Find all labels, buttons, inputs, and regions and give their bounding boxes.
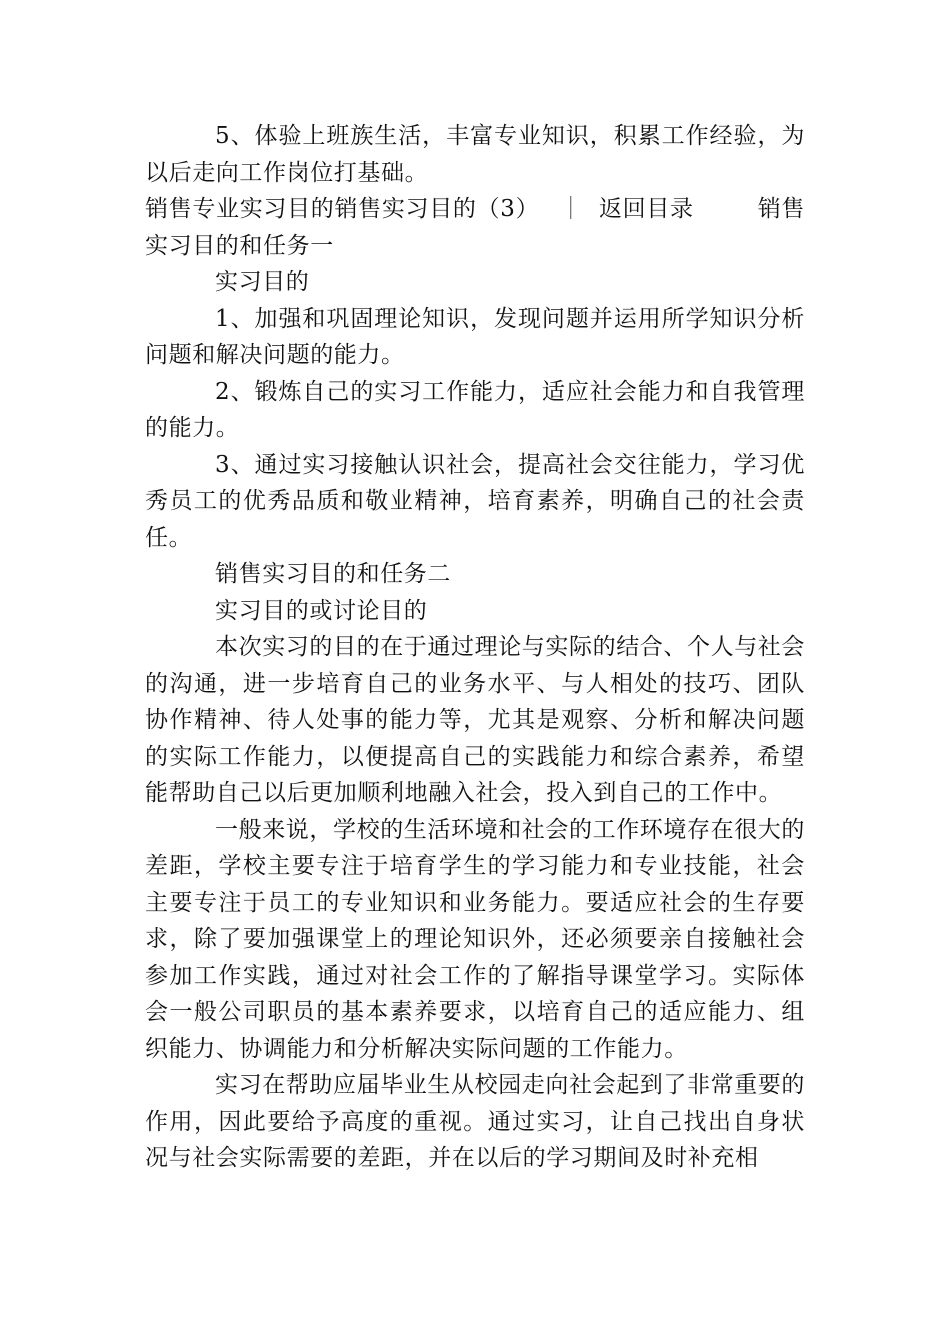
back-to-toc-link[interactable]: 返回目录 xyxy=(598,196,694,222)
section1-item-3: 3、通过实习接触认识社会，提高社会交往能力，学习优秀员工的优秀品质和敬业精神，培育素养，明确自己的社会责任。 xyxy=(145,451,805,551)
section1-item-2: 2、锻炼自己的实习工作能力，适应社会能力和自我管理的能力。 xyxy=(145,378,805,441)
section1-heading: 实习目的 xyxy=(215,269,310,295)
next-section-title: 销售实习目的和任务一 xyxy=(145,196,805,259)
document-page xyxy=(145,118,805,1177)
link-row xyxy=(145,191,805,264)
link-separator: ｜ xyxy=(559,196,583,222)
section2-paragraph-3: 实习在帮助应届毕业生从校园走向社会起到了非常重要的作用，因此要给予高度的重视。通过实习，让自己找出自身状况与社会实际需要的差距，并在以后的学习期间及时补充相 xyxy=(145,1072,805,1171)
section2-paragraph-2: 一般来说，学校的生活环境和社会的工作环境存在很大的差距，学校主要专注于培育学生的学习能力和专业技能，社会主要专注于员工的专业知识和业务能力。要适应社会的生存要求，除了要加强课堂上的理论知识外，还必须要亲自接触社会参加工作实践，通过对社会工作的了解指导课堂学习。实际体会一般公司职员的基本素养要求，以培育自己的适应能力、组织能力、协调能力和分析解决实际问题的工作能力。 xyxy=(145,816,805,1062)
link-row-title: 销售专业实习目的销售实习目的（3） xyxy=(145,196,540,222)
section2-paragraph-1: 本次实习的目的在于通过理论与实际的结合、个人与社会的沟通，进一步培育自己的业务水平、与人相处的技巧、团队协作精神、待人处事的能力等，尤其是观察、分析和解决问题的实际工作能力，以便提高自己的实践能力和综合素养，希望能帮助自己以后更加顺利地融入社会，投入到自己的工作中。 xyxy=(145,634,805,806)
paragraph-item-5: 5、体验上班族生活，丰富专业知识，积累工作经验，为以后走向工作岗位打基础。 xyxy=(145,123,805,186)
section2-title: 销售实习目的和任务二 xyxy=(215,561,451,587)
section2-heading: 实习目的或讨论目的 xyxy=(215,597,428,624)
section1-item-1: 1、加强和巩固理论知识，发现问题并运用所学知识分析问题和解决问题的能力。 xyxy=(145,305,805,368)
